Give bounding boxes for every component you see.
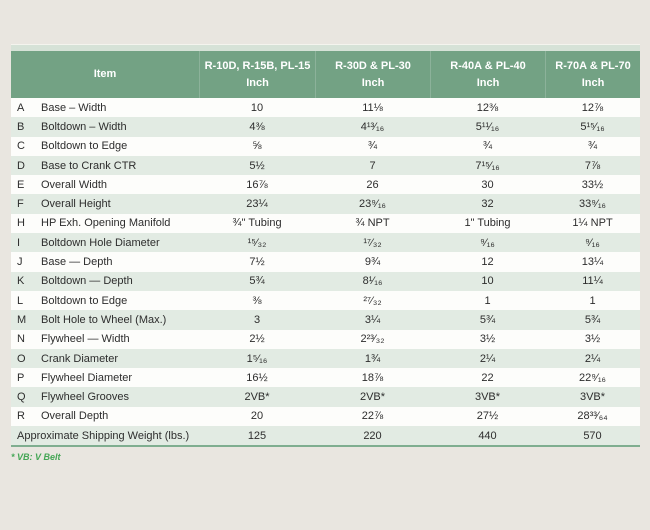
row-value: 3½	[584, 333, 601, 346]
column-header-r10d	[199, 51, 315, 98]
row-value: 12	[481, 256, 494, 269]
row-key: K	[17, 275, 25, 288]
row-value: 2½	[249, 333, 265, 346]
table-row	[11, 156, 640, 175]
column-header-r70a	[545, 51, 640, 98]
table-row	[11, 310, 640, 329]
row-value: 2VB*	[359, 391, 386, 404]
row-value: 22⅞	[361, 410, 384, 423]
table-header-row	[11, 51, 640, 98]
row-value: 2¼	[584, 352, 601, 365]
row-value: 2VB*	[244, 391, 270, 404]
row-value: 7	[369, 159, 376, 172]
row-value: 3VB*	[474, 391, 501, 404]
row-value: 7⅞	[584, 159, 601, 172]
shipping-weight-label: Approximate Shipping Weight (lbs.)	[17, 429, 190, 442]
row-value: 2²³⁄₃₂	[360, 333, 385, 346]
column-header-item	[11, 66, 199, 83]
row-value: ¹⁵⁄₃₂	[247, 236, 267, 249]
row-value: ¾	[367, 140, 378, 153]
row-value: ¾	[587, 140, 598, 153]
row-key: P	[17, 371, 25, 384]
shipping-weight-value: 570	[583, 429, 602, 442]
row-value: 2¼	[479, 352, 496, 365]
row-value: 12⅜	[476, 101, 499, 114]
row-key: Q	[17, 391, 26, 404]
row-key: J	[17, 256, 23, 269]
row-value: ¾" Tubing	[232, 217, 282, 230]
row-value: ¹⁷⁄₃₂	[363, 236, 382, 249]
row-value: 13¼	[581, 256, 604, 269]
table-row	[11, 368, 640, 387]
row-key: N	[17, 333, 25, 346]
row-value: 16½	[246, 371, 268, 384]
row-value: ⁹⁄₁₆	[585, 236, 600, 249]
row-key: R	[17, 410, 25, 423]
row-value: 5¾	[479, 313, 496, 326]
column-header-label: R-10D, R-15B, PL-15	[204, 60, 311, 72]
row-key: M	[17, 313, 27, 326]
row-item-label: Bolt Hole to Wheel (Max.)	[41, 313, 167, 326]
table-row	[11, 117, 640, 136]
column-header-label: R-40A & PL-40	[450, 60, 526, 72]
row-value: 7½	[249, 256, 265, 269]
row-item-label: Boltdown — Depth	[41, 275, 133, 288]
row-value: 11⅛	[362, 101, 383, 114]
row-item-label: Boltdown to Edge	[41, 294, 128, 307]
row-item-label: Crank Diameter	[41, 352, 119, 365]
table-row	[11, 214, 640, 233]
row-value: 20	[250, 410, 264, 423]
row-value: 10	[481, 275, 494, 288]
table-body	[11, 98, 640, 426]
row-item-label: HP Exh. Opening Manifold	[41, 217, 171, 230]
shipping-weight-value: 440	[478, 429, 497, 442]
row-value: 30	[481, 178, 494, 191]
row-value: 32	[481, 198, 494, 211]
column-header-label: R-70A & PL-70	[555, 60, 631, 72]
row-value: 5¹¹⁄₁₆	[475, 120, 500, 133]
table-row	[11, 98, 640, 117]
row-value: 1⁵⁄₁₆	[246, 352, 268, 365]
row-value: 3¼	[364, 313, 381, 326]
row-value: 22	[481, 371, 494, 384]
row-item-label: Flywheel Diameter	[41, 371, 133, 384]
spec-sheet	[11, 44, 640, 462]
row-key: H	[17, 217, 25, 230]
row-value: ¾ NPT	[355, 217, 390, 230]
table-row	[11, 387, 640, 406]
row-item-label: Flywheel Grooves	[41, 391, 130, 404]
row-item-label: Boltdown – Width	[41, 120, 127, 133]
table-row	[11, 272, 640, 291]
row-value: 18⅞	[361, 371, 384, 384]
row-value: 27½	[476, 410, 499, 423]
row-item-label: Base – Width	[41, 101, 107, 114]
column-header-unit: Inch	[476, 76, 500, 89]
table-row	[11, 349, 640, 368]
row-value: ⁹⁄₁₆	[480, 236, 495, 249]
row-value: 12⅞	[581, 101, 604, 114]
table-row	[11, 137, 640, 156]
row-value: 5½	[249, 159, 265, 172]
row-value: ⅝	[252, 140, 262, 153]
row-value: 1" Tubing	[464, 217, 511, 230]
row-value: 23¼	[246, 198, 268, 211]
row-value: 5¹⁵⁄₁₆	[580, 120, 605, 133]
column-header-r40a	[430, 51, 545, 98]
row-item-label: Boltdown to Edge	[41, 140, 128, 153]
table-row	[11, 252, 640, 271]
column-header-label: R-30D & PL-30	[335, 60, 411, 72]
row-item-label: Overall Height	[41, 198, 111, 211]
shipping-weight-row	[11, 426, 640, 447]
table-row	[11, 291, 640, 310]
footnote: * VB: V Belt	[11, 452, 61, 463]
row-key: F	[17, 198, 24, 211]
row-value: 4¹³⁄₁₆	[360, 120, 385, 133]
row-value: ⅜	[252, 294, 262, 307]
row-key: B	[17, 120, 25, 133]
row-value: ¾	[482, 140, 493, 153]
row-value: 3½	[479, 333, 496, 346]
row-item-label: Base to Crank CTR	[41, 159, 137, 172]
column-header-unit: Inch	[581, 76, 605, 89]
row-value: 10	[250, 101, 264, 114]
table-row	[11, 194, 640, 213]
row-value: 33⁹⁄₁₆	[579, 198, 606, 211]
row-key: C	[17, 140, 25, 153]
row-value: 5¾	[584, 313, 601, 326]
row-item-label: Boltdown Hole Diameter	[41, 236, 160, 249]
row-value: 3	[253, 313, 261, 326]
table-row	[11, 330, 640, 349]
row-key: D	[17, 159, 25, 172]
row-item-label: Overall Width	[41, 178, 108, 191]
row-item-label: Flywheel — Width	[41, 333, 130, 346]
row-value: ²⁷⁄₃₂	[363, 294, 382, 307]
row-value: 7¹⁵⁄₁₆	[475, 159, 500, 172]
table-row	[11, 175, 640, 194]
row-value: 8¹⁄₁₆	[362, 275, 383, 288]
row-value: 1¼ NPT	[572, 217, 613, 230]
row-value: 33½	[581, 178, 604, 191]
row-value: 26	[366, 178, 379, 191]
row-value: 28³³⁄₆₄	[577, 410, 608, 423]
row-value: 1	[589, 294, 596, 307]
row-value: 5¾	[249, 275, 265, 288]
table-row	[11, 407, 640, 426]
row-key: L	[17, 294, 24, 307]
shipping-weight-value: 125	[247, 429, 267, 442]
column-header-r30d	[315, 51, 430, 98]
column-header-unit: Inch	[246, 76, 269, 89]
row-key: E	[17, 178, 25, 191]
column-header-label: Item	[93, 68, 117, 81]
row-item-label: Overall Depth	[41, 410, 109, 423]
table-row	[11, 233, 640, 252]
row-key: A	[17, 101, 25, 114]
row-value: 23⁹⁄₁₆	[359, 198, 386, 211]
row-key: I	[17, 236, 21, 249]
table-top-strip	[11, 44, 640, 51]
column-header-unit: Inch	[361, 76, 385, 89]
row-value: 3VB*	[579, 391, 606, 404]
row-item-label: Base — Depth	[41, 256, 113, 269]
row-key: O	[17, 352, 26, 365]
shipping-weight-value: 220	[363, 429, 382, 442]
row-value: 4⅜	[249, 120, 265, 133]
row-value: 9¾	[364, 256, 381, 269]
row-value: 11¼	[582, 275, 603, 288]
row-value: 1¾	[364, 352, 381, 365]
row-value: 1	[484, 294, 491, 307]
row-value: 22⁹⁄₁₆	[579, 371, 606, 384]
row-value: 16⅞	[246, 178, 268, 191]
